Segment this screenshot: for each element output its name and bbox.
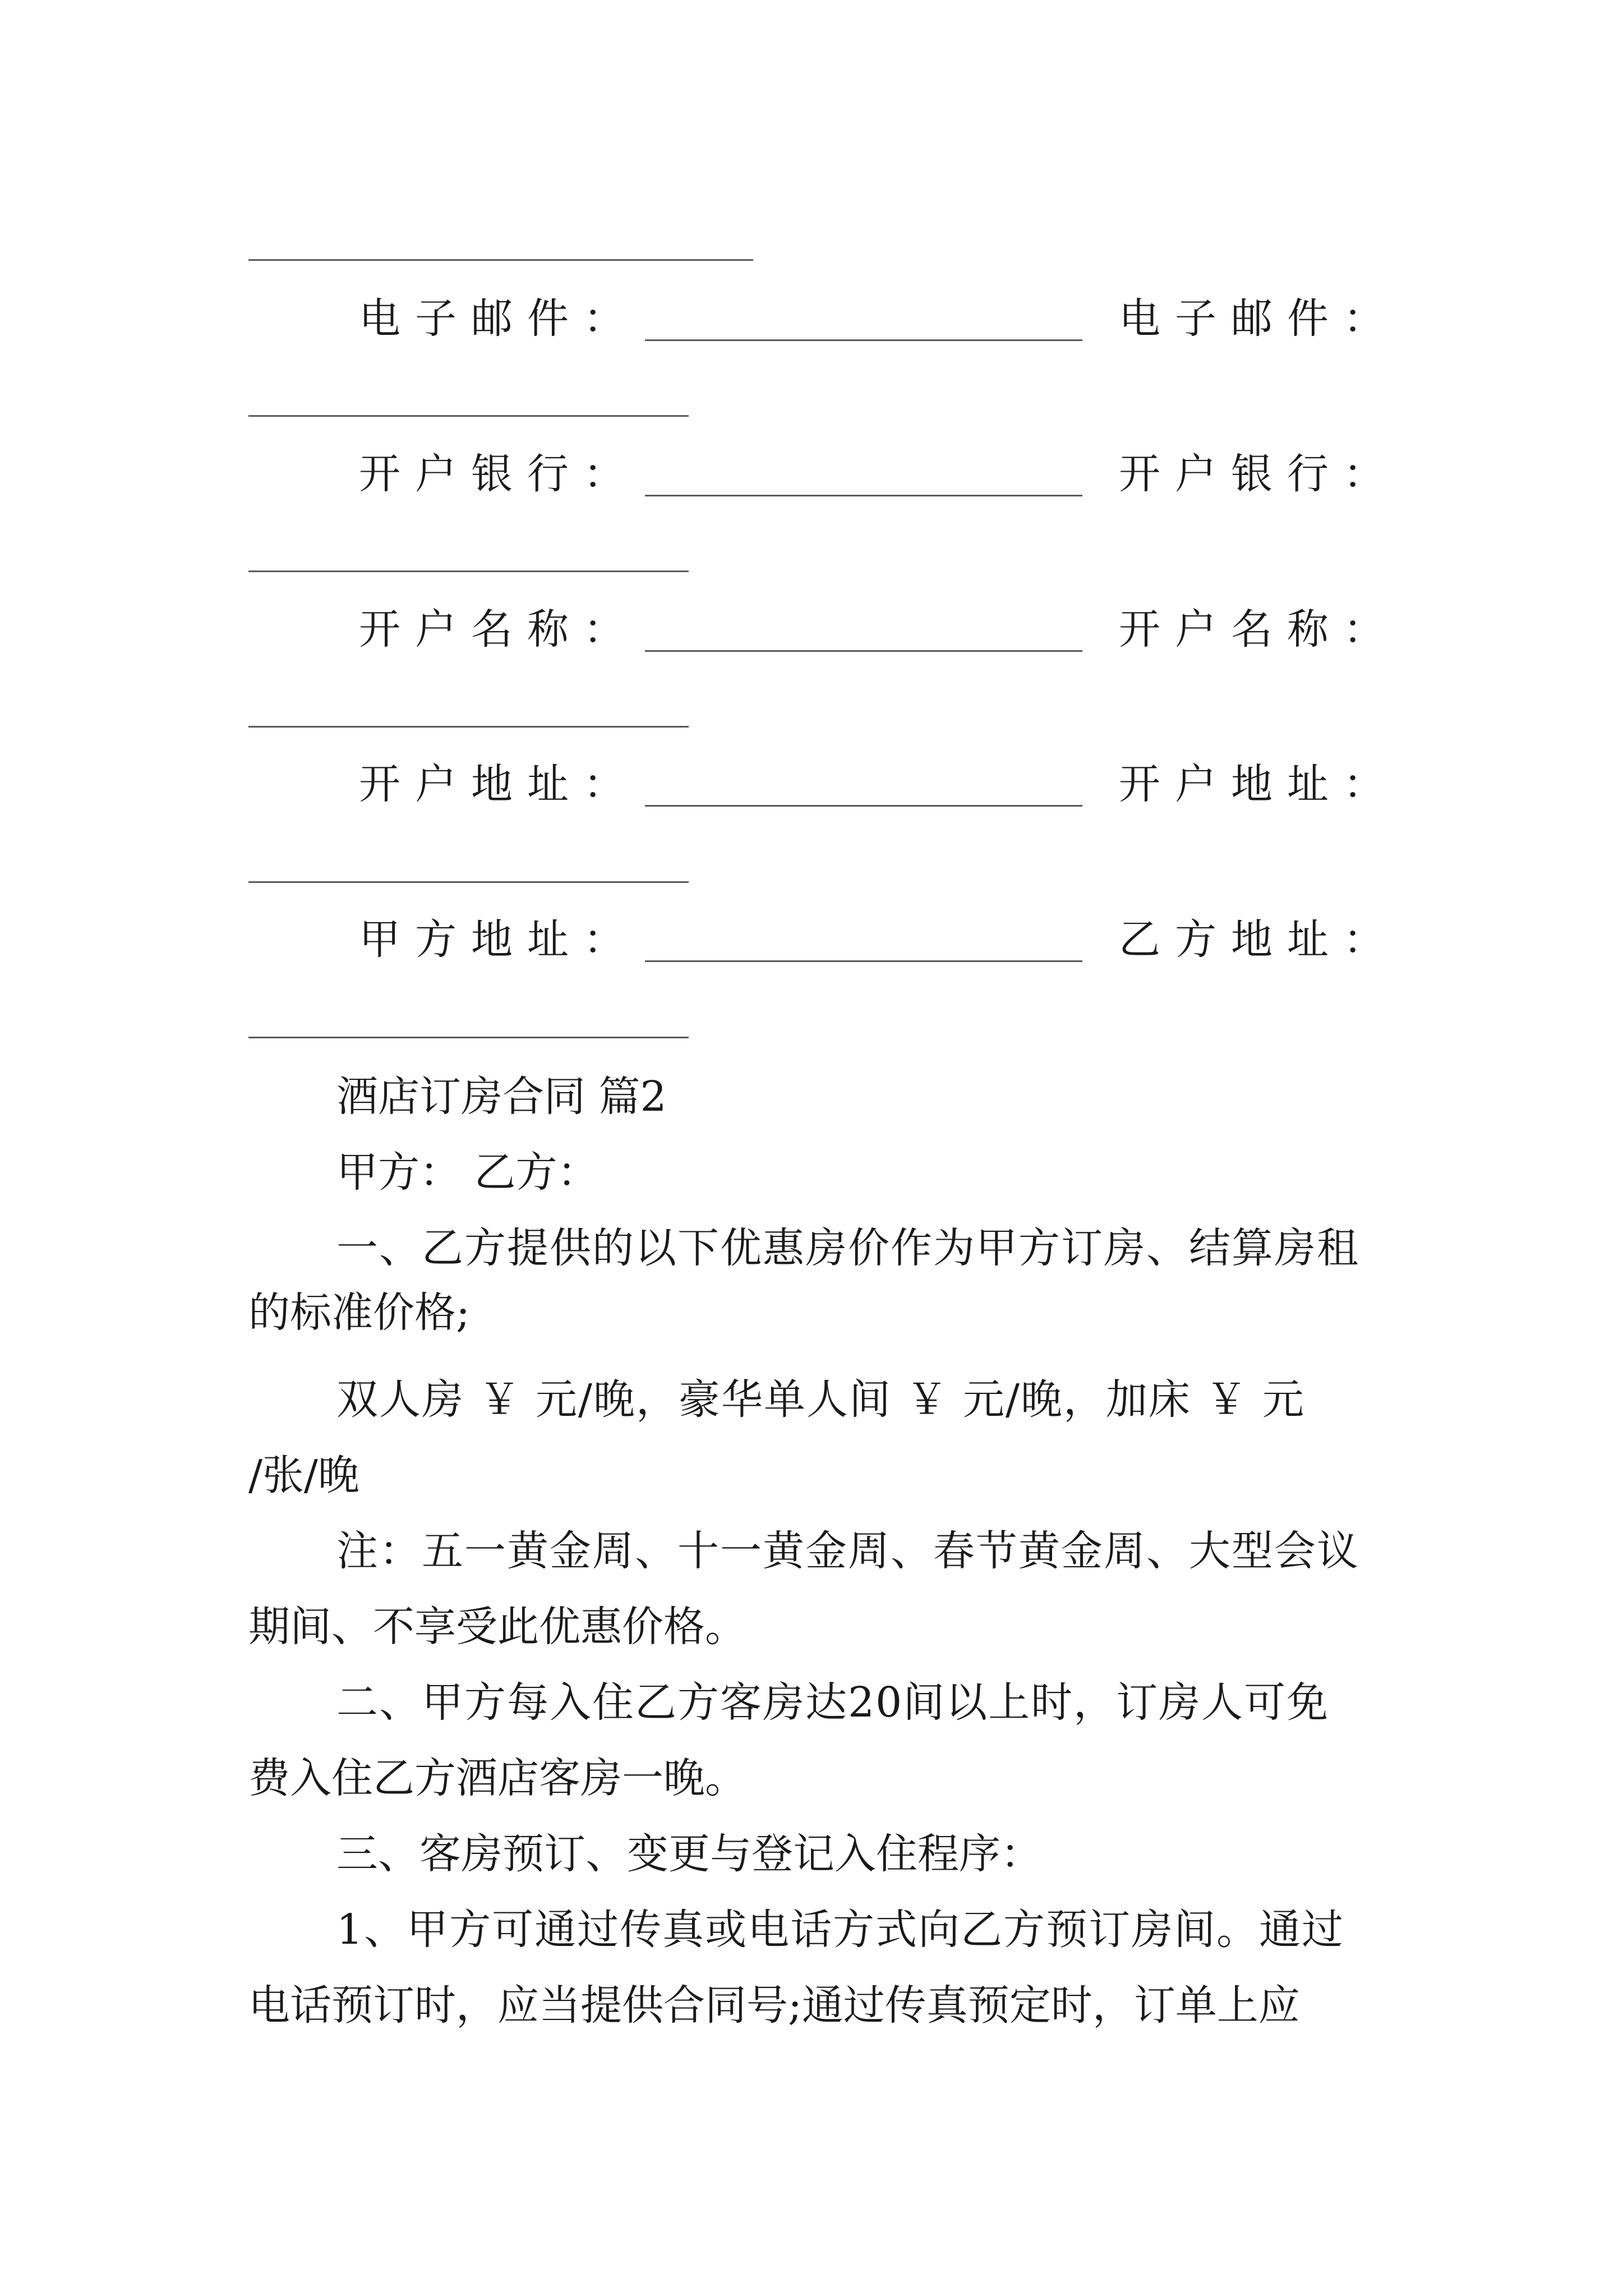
clause-3: 三、客房预订、变更与登记入住程序： — [336, 1830, 1042, 1878]
left-field-label: 甲方地址： — [359, 915, 639, 964]
right-field-blank[interactable] — [248, 726, 689, 728]
section-heading: 酒店订房合同 篇2 — [336, 1073, 667, 1121]
right-field-label: 开户银行： — [1119, 450, 1399, 498]
item-1-line-1: 1、甲方可通过传真或电话方式向乙方预订房间。通过 — [336, 1906, 1345, 1954]
left-field-blank[interactable] — [645, 805, 1082, 807]
blank-line-top — [248, 259, 753, 261]
clause-2-line-1: 二、甲方每入住乙方客房达20间以上时，订房人可免 — [336, 1678, 1330, 1727]
clause-1-line-2: 的标准价格; — [248, 1289, 470, 1337]
left-field-blank[interactable] — [645, 495, 1082, 496]
prices-line-1: 双人房 ￥ 元/晚，豪华单人间 ￥ 元/晚，加床 ￥ 元 — [336, 1375, 1305, 1424]
right-field-label: 乙方地址： — [1119, 915, 1399, 964]
left-field-blank[interactable] — [645, 650, 1082, 652]
right-field-blank[interactable] — [248, 881, 689, 883]
right-field-label: 开户地址： — [1119, 760, 1399, 808]
left-field-blank[interactable] — [645, 339, 1082, 341]
right-field-label: 电子邮件： — [1119, 295, 1399, 343]
left-field-label: 电子邮件： — [359, 295, 639, 343]
note-line-1: 注：五一黄金周、十一黄金周、春节黄金周、大型会议 — [336, 1527, 1359, 1575]
left-field-label: 开户地址： — [359, 760, 639, 808]
right-field-label: 开户名称： — [1119, 605, 1399, 654]
note-line-2: 期间、不享受此优惠价格。 — [248, 1603, 746, 1651]
clause-2-line-2: 费入住乙方酒店客房一晚。 — [248, 1754, 746, 1802]
right-field-blank[interactable] — [248, 415, 689, 417]
left-field-label: 开户银行： — [359, 450, 639, 498]
parties-line: 甲方： 乙方： — [336, 1148, 599, 1197]
right-field-blank[interactable] — [248, 570, 689, 572]
left-field-label: 开户名称： — [359, 605, 639, 654]
item-1-line-2: 电话预订时，应当提供合同号;通过传真预定时，订单上应 — [248, 1981, 1300, 2030]
left-field-blank[interactable] — [645, 960, 1082, 962]
prices-line-2: /张/晚 — [248, 1451, 359, 1499]
clause-1-line-1: 一、乙方提供的以下优惠房价作为甲方订房、结算房租 — [336, 1224, 1359, 1272]
right-field-blank[interactable] — [248, 1037, 689, 1038]
